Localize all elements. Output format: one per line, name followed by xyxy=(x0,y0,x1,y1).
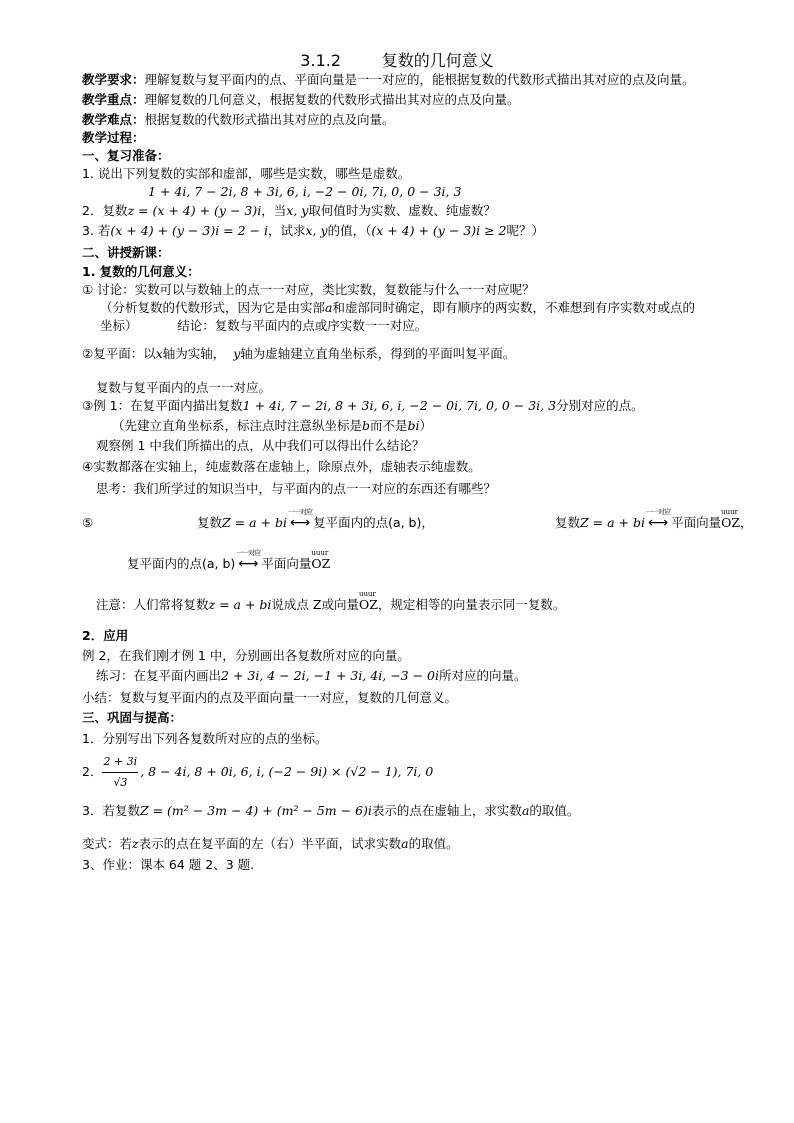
thinking-question: 思考：我们所学过的知识当中，与平面内的点一一对应的东西还有哪些？ xyxy=(96,481,497,496)
exercise-1: 1．分别写出下列各复数所对应的点的坐标。 xyxy=(82,731,328,746)
correspondence-statement: 复数与复平面内的点一一对应。 xyxy=(96,380,272,395)
real-imaginary-axis-note: ④实数都落在实轴上，纯虚数落在虚轴上，除原点外，虚轴表示纯虚数。 xyxy=(82,459,481,474)
example-2: 例 2，在我们刚才例 1 中，分别画出各复数所对应的向量。 xyxy=(82,648,410,663)
item-5-number: ⑤ xyxy=(82,515,94,530)
discussion-line: ① 讨论：实数可以与数轴上的点一一对应，类比实数，复数能与什么一一对应呢？ xyxy=(82,282,535,297)
homework-line: 3、作业：课本 64 题 2、3 题. xyxy=(82,857,255,872)
teaching-difficulty: 教学难点：根据复数的代数形式描出其对应的点及向量。 xyxy=(82,112,395,127)
subsection-geometric-meaning: 1. 复数的几何意义： xyxy=(82,264,200,279)
section-1-heading: 一、复习准备： xyxy=(82,148,170,163)
practice-1: 练习：在复平面内画出2 + 3i, 4 − 2i, −1 + 3i, 4i, −3 − 0i所对应的向量。 xyxy=(96,668,527,683)
variation-line: 变式：若z表示的点在复平面的左（右）半平面，试求实数a的取值。 xyxy=(82,836,459,851)
one-to-one-label: 一一对应 xyxy=(288,508,312,516)
subsection-application: 2．应用 xyxy=(82,628,129,643)
example-1: ③例 1：在复平面内描出复数1 + 4i, 7 − 2i, 8 + 3i, 6, i, −2 − 0i, 7i, 0, 0 − 3i, 3分别对应的点。 xyxy=(82,398,644,413)
teaching-process-heading: 教学过程： xyxy=(82,130,145,145)
analysis-line: （分析复数的代数形式，因为它是由实部a和虚部同时确定，即有顺序的两实数，不难想到有序实数对或点的 xyxy=(100,300,695,315)
double-arrow-icon: ⟷ xyxy=(290,515,311,531)
teaching-requirement: 教学要求：理解复数与复平面内的点、平面向量是一一对应的，能根据复数的代数形式描出其对应的点及向量。 xyxy=(82,72,695,87)
section-3-heading: 三、巩固与提高： xyxy=(82,710,183,725)
exercise-3: 3．若复数Z = (m² − 3m − 4) + (m² − 5m − 6)i表示的点在虚轴上，求实数a的取值。 xyxy=(82,803,580,818)
review-question-3: 3. 若(x + 4) + (y − 3)i = 2 − i，试求x, y的值，（(x + 4) + (y − 3)i ≥ 2呢？） xyxy=(82,223,544,238)
summary-line: 小结：复数与复平面内的点及平面向量一一对应，复数的几何意义。 xyxy=(82,690,458,705)
conclusion-line: 坐标） 结论：复数与平面内的点或序实数一一对应。 xyxy=(100,318,428,333)
notice-line: 注意：人们常将复数z = a + bi说成点 Z或向量 uuur OZ，规定相等的向量表示同一复数。 xyxy=(96,590,566,612)
review-question-1-math: 1 + 4i, 7 − 2i, 8 + 3i, 6, i, −2 − 0i, 7i, 0, 0 − 3i, 3 xyxy=(148,184,462,199)
page-title: 3.1.2 复数的几何意义 xyxy=(300,51,494,70)
review-question-2: 2．复数z = (x + 4) + (y − 3)i，当x, y取何值时为实数、虚数、纯虚数？ xyxy=(82,203,496,218)
correspondence-point-to-vector: 复平面内的点(a, b) 一一对应 ⟷ 平面向量 uuur OZ xyxy=(127,549,331,572)
example-1-note: （先建立直角坐标系，标注点时注意纵坐标是b而不是bi） xyxy=(112,418,433,433)
double-arrow-icon: ⟷ xyxy=(648,515,669,531)
complex-plane-definition: ②复平面：以x轴为实轴， y轴为虚轴建立直角坐标系，得到的平面叫复平面。 xyxy=(82,346,516,361)
review-question-1: 1. 说出下列复数的实部和虚部，哪些是实数，哪些是虚数。 xyxy=(82,166,411,181)
fraction: $\frac{2 + 3i}{√3}$ xyxy=(102,752,138,793)
observation-question: 观察例 1 中我们所描出的点，从中我们可以得出什么结论？ xyxy=(96,438,425,453)
correspondence-complex-to-point: 复数Z = a + bi 一一对应 ⟷ 复平面内的点(a, b)， xyxy=(197,515,434,531)
double-arrow-icon: ⟷ xyxy=(238,556,259,572)
exercise-2: 2． $\frac{2 + 3i}{√3}$ , 8 − 4i, 8 + 0i, 6, i, (−2 − 9i) × (√2 − 1), 7i, 0 xyxy=(82,752,433,793)
teaching-key-point: 教学重点：理解复数的几何意义，根据复数的代数形式描出其对应的点及向量。 xyxy=(82,92,520,107)
section-2-heading: 二、讲授新课： xyxy=(82,245,170,260)
correspondence-complex-to-vector: 复数Z = a + bi 一一对应 ⟷ 平面向量 uuur OZ， xyxy=(555,508,753,531)
